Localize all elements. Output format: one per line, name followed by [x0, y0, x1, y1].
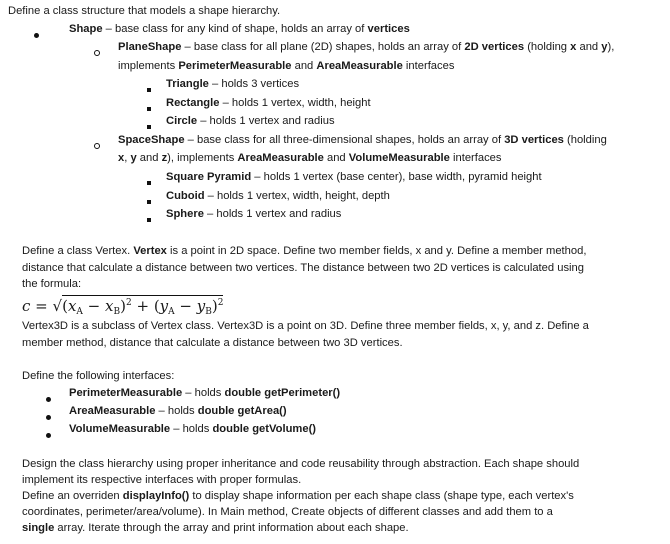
vertex-para-line-1: Define a class Vertex. Vertex is a point in 2D space. Define two member fields, x and y. Define a member method, — [22, 245, 587, 257]
spaceshape-item: SpaceShape – base class for all three-dimensional shapes, holds an array of 3D vertices (holding — [118, 134, 607, 146]
bullet-dot-icon — [34, 28, 39, 42]
distance-formula: $c = √(x_A - x_B)^2 + (y_A - y_B)^2$ — [22, 297, 224, 317]
vertex-para-line-3: the formula: — [22, 278, 82, 290]
interface-volume: VolumeMeasurable – holds double getVolume() — [69, 423, 317, 435]
interfaces-intro: Define the following interfaces: — [22, 370, 175, 382]
bullet-dot-icon — [46, 428, 51, 442]
design-para-line-2: implement its respective interfaces with proper formulas. — [22, 474, 302, 486]
bullet-dot-icon — [46, 392, 51, 406]
rectangle-item: Rectangle – holds 1 vertex, width, height — [166, 97, 371, 109]
vertex3d-para-line-1: Vertex3D is a subclass of Vertex class. Vertex3D is a point on 3D. Define three member fields, x, y, and z. Define a — [22, 320, 589, 332]
design-para-line-4: coordinates, perimeter/area/volume). In Main method, Create objects of different classes and add them to a — [22, 506, 553, 518]
bullet-circle-icon — [94, 139, 100, 153]
design-para-line-1: Design the class hierarchy using proper inheritance and code reusability through abstraction. Each shape should — [22, 458, 580, 470]
intro-text: Define a class structure that models a shape hierarchy. — [8, 5, 281, 17]
bullet-square-icon — [147, 175, 151, 189]
spaceshape-item-cont: x, y and z), implements AreaMeasurable and VolumeMeasurable interfaces — [118, 152, 502, 164]
planeshape-item: PlaneShape – base class for all plane (2D) shapes, holds an array of 2D vertices (holding x and y), — [118, 41, 615, 53]
interface-perimeter: PerimeterMeasurable – holds double getPerimeter() — [69, 387, 341, 399]
bullet-square-icon — [147, 194, 151, 208]
vertex-para-line-2: distance that calculate a distance between two vertices. The distance between two 2D vertices is calculated using — [22, 262, 584, 274]
bullet-square-icon — [147, 82, 151, 96]
triangle-item: Triangle – holds 3 vertices — [166, 78, 300, 90]
bullet-square-icon — [147, 212, 151, 226]
design-para-line-5: single array. Iterate through the array and print information about each shape. — [22, 522, 409, 534]
bullet-square-icon — [147, 119, 151, 133]
design-para-line-3: Define an overriden displayInfo() to display shape information per each shape class (shape type, each vertex's — [22, 490, 574, 502]
circle-item: Circle – holds 1 vertex and radius — [166, 115, 335, 127]
bullet-dot-icon — [46, 410, 51, 424]
square-pyramid-item: Square Pyramid – holds 1 vertex (base center), base width, pyramid height — [166, 171, 542, 183]
planeshape-item-cont: implements PerimeterMeasurable and AreaMeasurable interfaces — [118, 60, 455, 72]
vertex3d-para-line-2: member method, distance that calculate a distance between two 3D vertices. — [22, 337, 403, 349]
cuboid-item: Cuboid – holds 1 vertex, width, height, depth — [166, 190, 390, 202]
bullet-square-icon — [147, 101, 151, 115]
bullet-circle-icon — [94, 46, 100, 60]
shape-item: Shape – base class for any kind of shape, holds an array of vertices — [69, 23, 410, 35]
sphere-item: Sphere – holds 1 vertex and radius — [166, 208, 342, 220]
interface-area: AreaMeasurable – holds double getArea() — [69, 405, 287, 417]
